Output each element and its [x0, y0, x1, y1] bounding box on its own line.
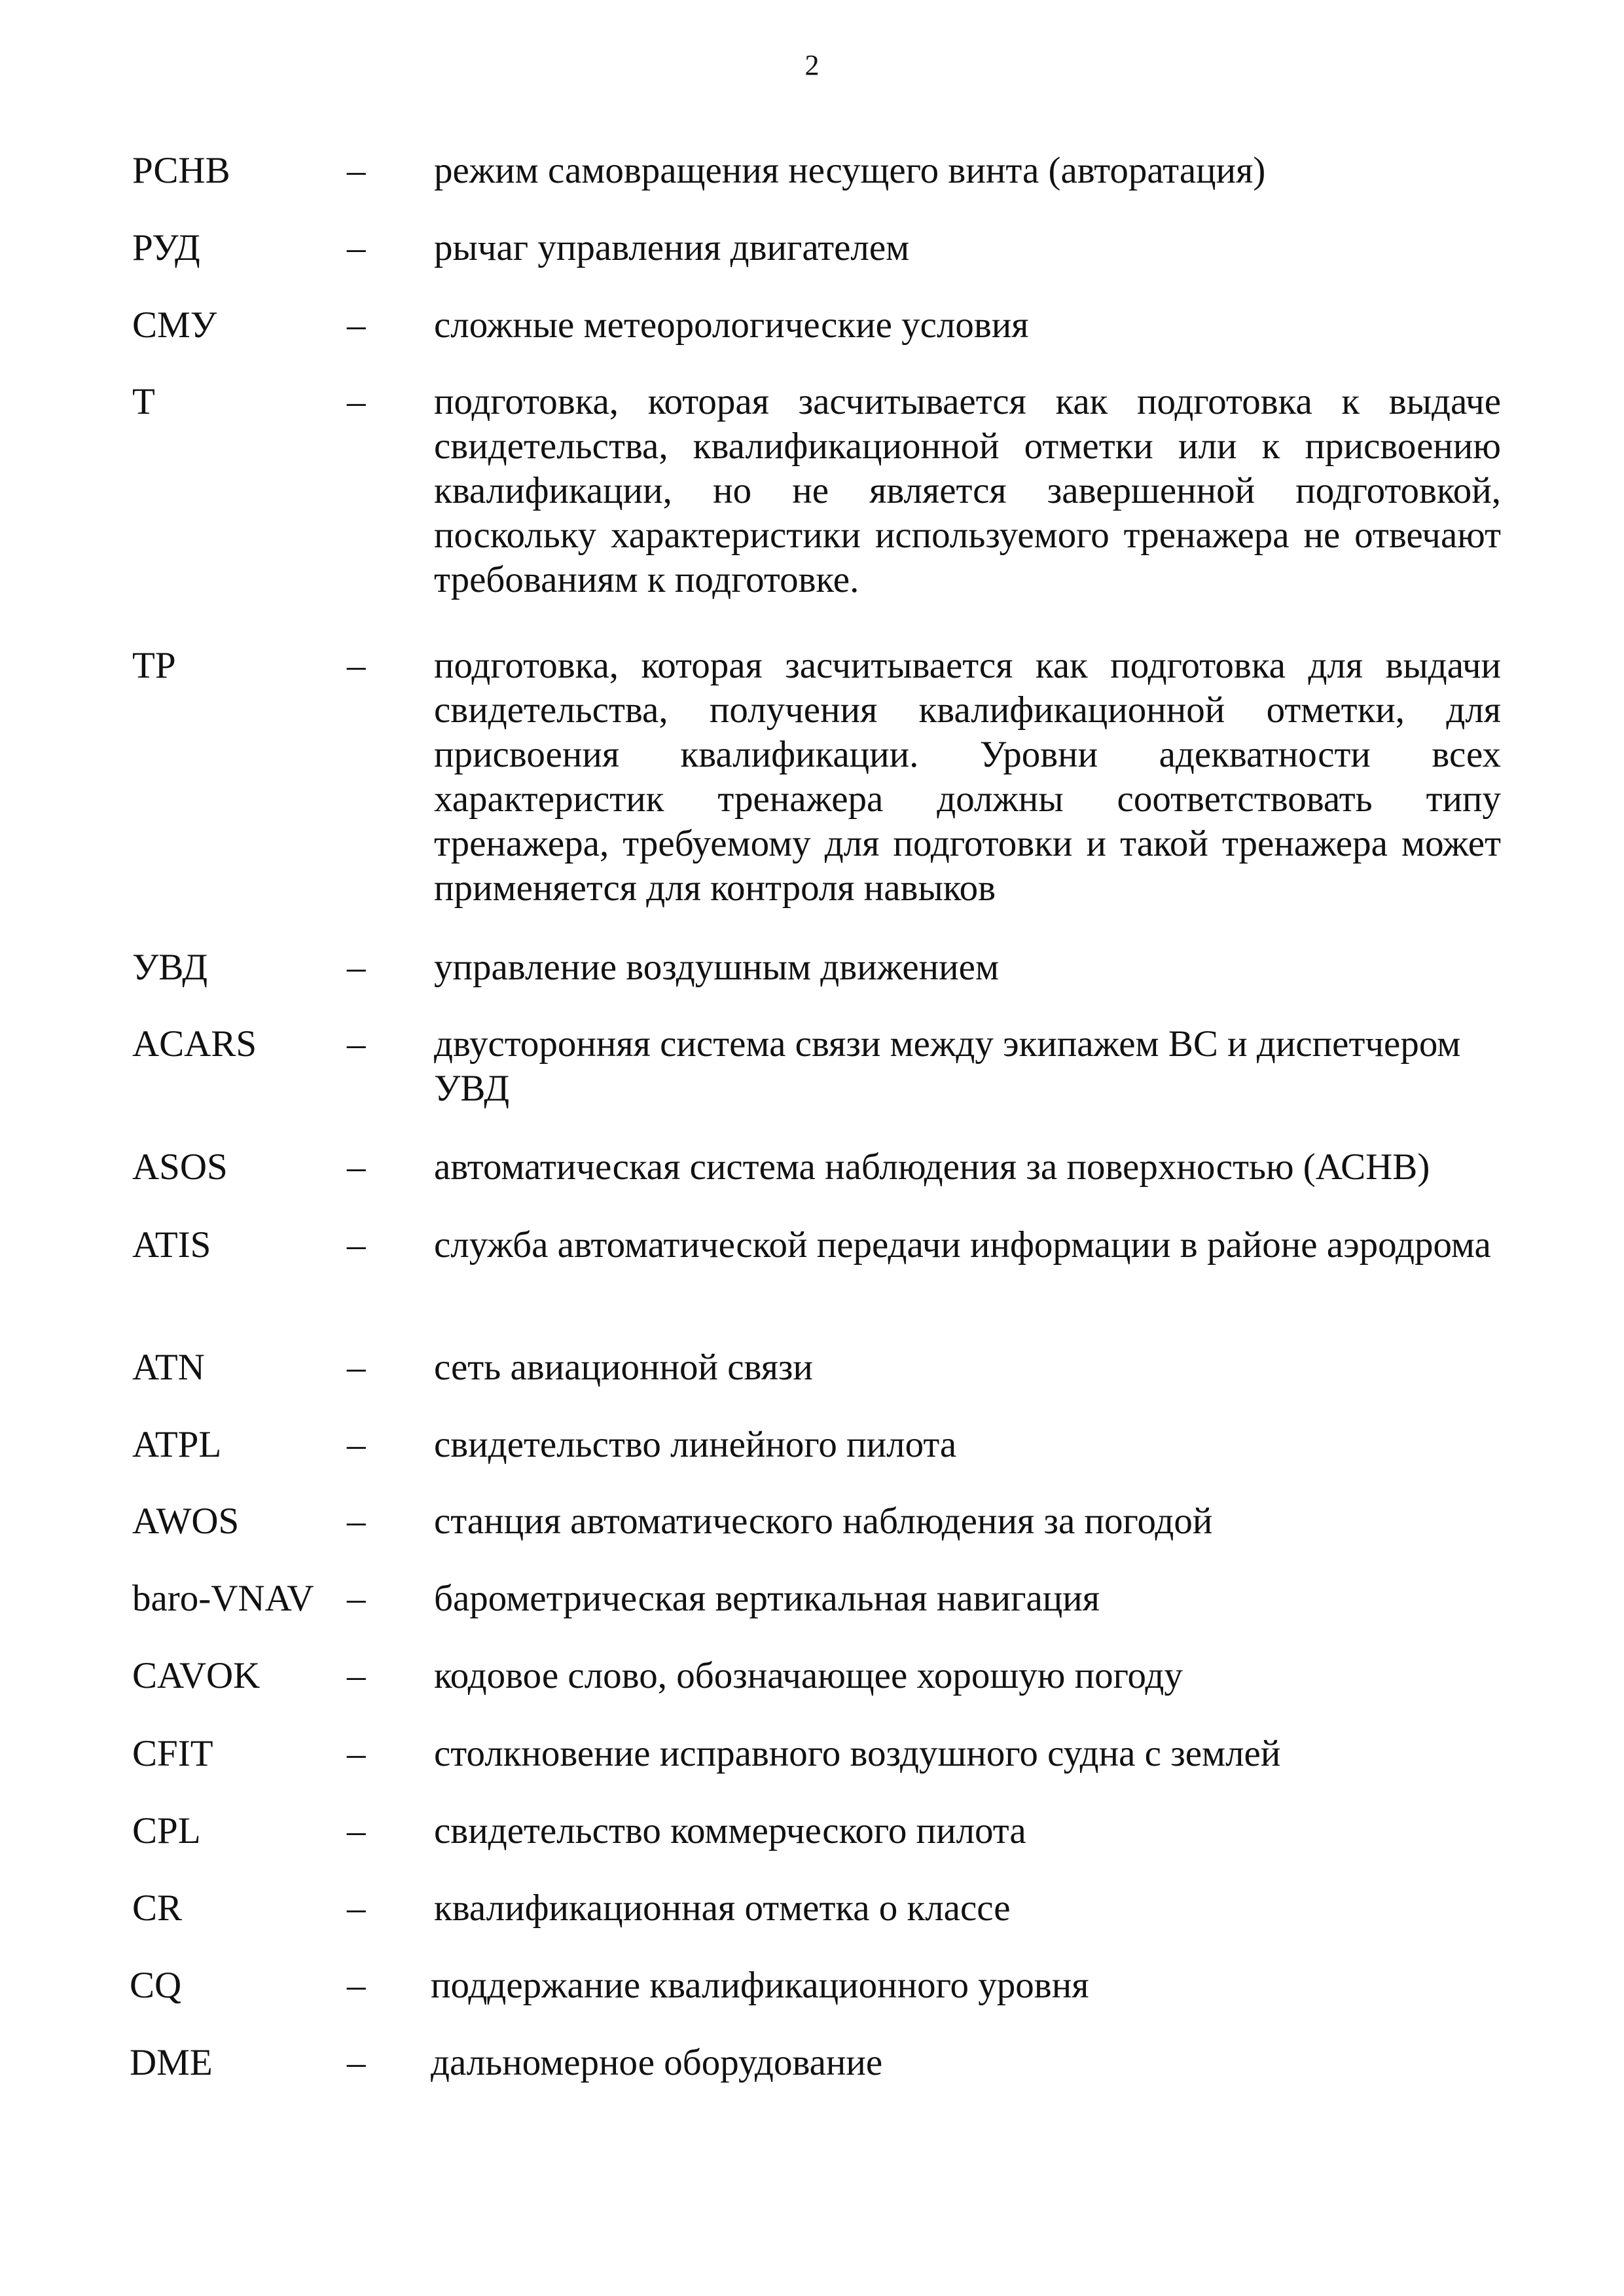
- entry-abbreviation: РСНВ: [132, 150, 230, 191]
- entry-definition: квалификационная отметка о классе: [434, 1887, 1011, 1929]
- entry-abbreviation: РУД: [132, 227, 200, 268]
- entry-definition: подготовка, которая засчитывается как подготовка для выдачи свидетельства, получения квалификационной отметки, для присвоения квалификации. Уровни адекватности всех характеристик тренажера должны соответствовать типу тренажера, требуемому для подготовки и такой тренажера может применяется для контроля навыков: [434, 645, 1501, 909]
- entry-dash: –: [347, 381, 366, 422]
- entry-abbreviation: УВД: [132, 947, 208, 988]
- entry-abbreviation: AWOS: [132, 1501, 240, 1542]
- entry-definition: служба автоматической передачи информации в районе аэродрома: [434, 1224, 1491, 1266]
- entry-dash: –: [347, 1347, 366, 1388]
- entry-definition: автоматическая система наблюдения за поверхностью (АСНВ): [434, 1146, 1430, 1188]
- page-number: 2: [804, 49, 820, 81]
- entry-abbreviation: ATPL: [132, 1424, 222, 1465]
- entry-definition: свидетельство коммерческого пилота: [434, 1810, 1026, 1851]
- entry-definition: поддержание квалификационного уровня: [431, 1965, 1089, 2006]
- entry-definition: рычаг управления двигателем: [434, 227, 910, 268]
- entry-dash: –: [347, 227, 366, 268]
- entry-dash: –: [347, 1023, 366, 1065]
- entry-abbreviation: ATN: [132, 1347, 205, 1388]
- entry-abbreviation: СМУ: [132, 304, 217, 346]
- entry-dash: –: [347, 150, 366, 191]
- entry-abbreviation: baro-VNAV: [132, 1578, 314, 1619]
- entry-definition: кодовое слово, обозначающее хорошую погоду: [434, 1655, 1183, 1696]
- entry-definition: станция автоматического наблюдения за погодой: [434, 1501, 1213, 1542]
- entry-definition: сложные метеорологические условия: [434, 304, 1029, 346]
- entry-abbreviation: CPL: [132, 1810, 201, 1851]
- entry-dash: –: [347, 1578, 366, 1619]
- entry-dash: –: [347, 1224, 366, 1266]
- entry-dash: –: [347, 1501, 366, 1542]
- entry-definition: подготовка, которая засчитывается как подготовка к выдаче свидетельства, квалификационной отметки или к присвоению квалификации, но не является завершенной подготовкой, поскольку характеристики используемого тренажера не отвечают требованиям к подготовке.: [434, 381, 1501, 600]
- entry-definition: барометрическая вертикальная навигация: [434, 1578, 1100, 1619]
- entry-dash: –: [347, 1810, 366, 1851]
- entry-dash: –: [347, 1887, 366, 1929]
- entry-definition: управление воздушным движением: [434, 947, 1000, 988]
- entry-definition: столкновение исправного воздушного судна с землей: [434, 1733, 1281, 1774]
- entry-abbreviation: CR: [132, 1887, 183, 1929]
- entry-abbreviation: Т: [132, 381, 155, 422]
- entry-abbreviation: ТР: [132, 645, 176, 686]
- entry-abbreviation: DME: [130, 2042, 213, 2083]
- entry-abbreviation: ASOS: [132, 1146, 228, 1188]
- entry-abbreviation: CAVOK: [132, 1655, 261, 1696]
- entry-dash: –: [347, 304, 366, 346]
- entry-dash: –: [347, 1424, 366, 1465]
- entry-dash: –: [347, 1146, 366, 1188]
- entry-abbreviation: ATIS: [132, 1224, 211, 1266]
- entry-dash: –: [347, 1965, 366, 2006]
- entry-abbreviation: ACARS: [132, 1023, 257, 1065]
- entry-definition: режим самовращения несущего винта (авторатация): [434, 150, 1266, 191]
- entry-dash: –: [347, 1655, 366, 1696]
- entry-dash: –: [347, 645, 366, 686]
- entry-abbreviation: CFIT: [132, 1733, 213, 1774]
- entry-dash: –: [347, 2042, 366, 2083]
- entry-definition: дальномерное оборудование: [431, 2042, 883, 2083]
- entry-abbreviation: CQ: [130, 1965, 182, 2006]
- entry-dash: –: [347, 947, 366, 988]
- entry-definition: свидетельство линейного пилота: [434, 1424, 957, 1465]
- entry-definition: двусторонняя система связи между экипажем ВС и диспетчером УВД: [434, 1023, 1461, 1109]
- entry-dash: –: [347, 1733, 366, 1774]
- entry-definition: сеть авиационной связи: [434, 1347, 813, 1388]
